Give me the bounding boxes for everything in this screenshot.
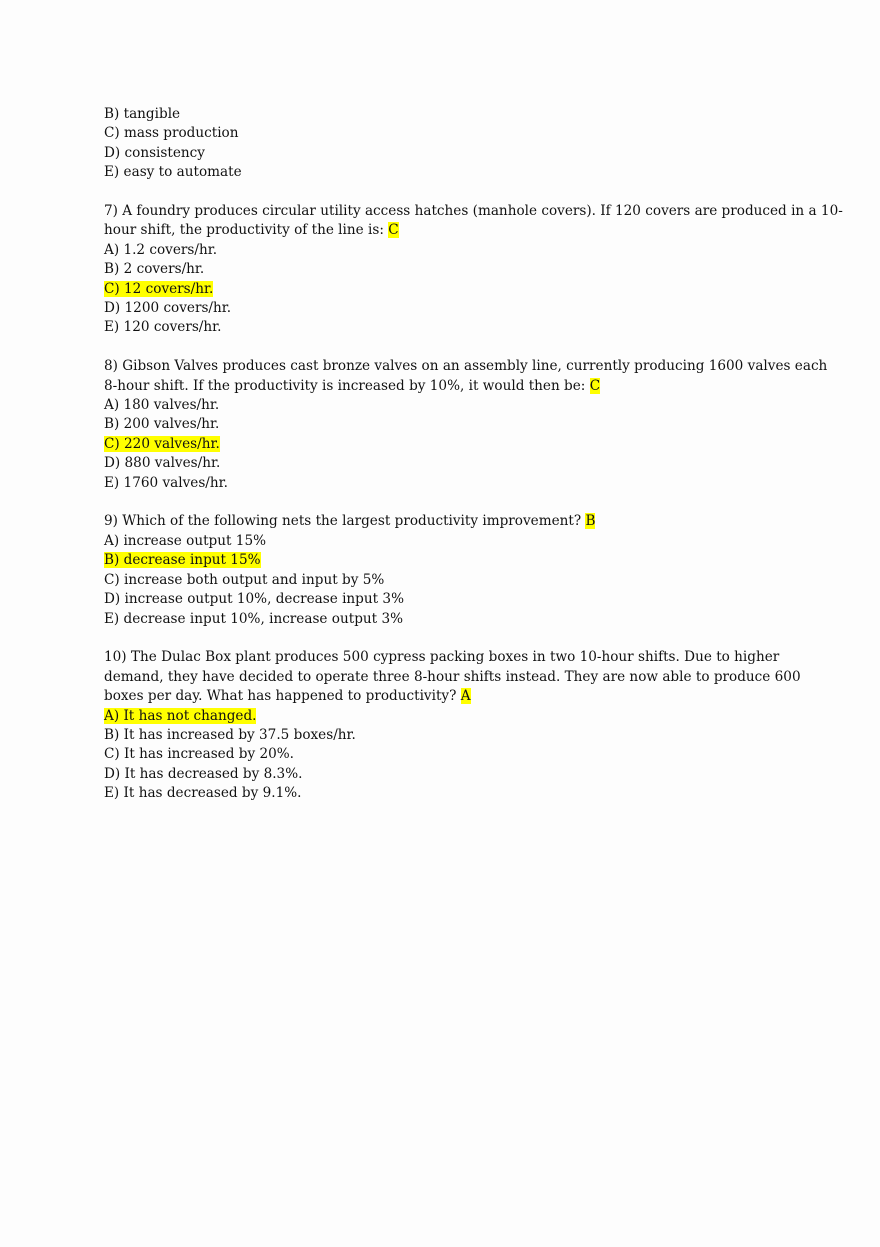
answer-key: C	[388, 222, 399, 239]
question-text: boxes per day. What has happened to productivity?	[104, 688, 461, 705]
answer-key: C	[589, 377, 601, 394]
answer-key: A	[460, 688, 471, 705]
question-text: 8-hour shift. If the productivity is increased by 10%, it would then be:	[104, 377, 590, 394]
option-correct	[104, 435, 784, 454]
option-correct	[104, 551, 784, 570]
question-text: demand, they have decided to operate three 8-hour shifts instead. They are now able to produce 600	[104, 668, 801, 685]
option: E) easy to automate	[104, 164, 242, 181]
highlighted-option: C) 220 valves/hr.	[104, 435, 220, 452]
spacer	[104, 629, 784, 648]
spacer	[104, 338, 784, 357]
question-text: hour shift, the productivity of the line is:	[104, 222, 389, 239]
question-text-line	[104, 687, 784, 706]
option: B) 2 covers/hr.	[104, 261, 205, 278]
question-text-line	[104, 221, 784, 240]
question-7	[104, 202, 843, 338]
option: D) increase output 10%, decrease input 3%	[104, 591, 404, 608]
continued-options	[104, 105, 784, 183]
option: C) increase both output and input by 5%	[104, 571, 385, 588]
question-8	[104, 357, 828, 493]
option: B) It has increased by 37.5 boxes/hr.	[104, 726, 356, 743]
option: C) It has increased by 20%.	[104, 746, 294, 763]
spacer	[104, 493, 784, 512]
option: E) decrease input 10%, increase output 3%	[104, 610, 404, 627]
question-text: 7) A foundry produces circular utility access hatches (manhole covers). If 120 covers are produced in a 10-	[104, 203, 843, 220]
question-text: 8) Gibson Valves produces cast bronze valves on an assembly line, currently producing 1600 valves each	[104, 358, 828, 375]
answer-key: B	[585, 513, 596, 530]
question-9	[104, 512, 784, 628]
option: D) consistency	[104, 144, 205, 161]
highlighted-option: A) It has not changed.	[104, 707, 257, 724]
option-correct	[104, 707, 784, 726]
option: E) 120 covers/hr.	[104, 319, 222, 336]
spacer	[104, 183, 784, 202]
option: E) 1760 valves/hr.	[104, 474, 228, 491]
option: D) 880 valves/hr.	[104, 455, 221, 472]
question-text-line	[104, 512, 784, 531]
option: C) mass production	[104, 125, 239, 142]
highlighted-option: C) 12 covers/hr.	[104, 280, 214, 297]
option: A) 1.2 covers/hr.	[104, 241, 218, 258]
option-correct	[104, 280, 784, 299]
option: A) 180 valves/hr.	[104, 397, 220, 414]
option: A) increase output 15%	[104, 532, 267, 549]
question-text: 10) The Dulac Box plant produces 500 cypress packing boxes in two 10-hour shifts. Due to higher	[104, 649, 780, 666]
document-content	[104, 105, 843, 804]
question-text: 9) Which of the following nets the largest productivity improvement?	[104, 513, 586, 530]
option: D) 1200 covers/hr.	[104, 300, 232, 317]
option: D) It has decreased by 8.3%.	[104, 765, 303, 782]
option: B) 200 valves/hr.	[104, 416, 220, 433]
question-10	[104, 648, 801, 803]
question-text-line	[104, 377, 784, 396]
highlighted-option: B) decrease input 15%	[104, 552, 261, 569]
option: B) tangible	[104, 106, 181, 122]
option: E) It has decreased by 9.1%.	[104, 785, 302, 802]
